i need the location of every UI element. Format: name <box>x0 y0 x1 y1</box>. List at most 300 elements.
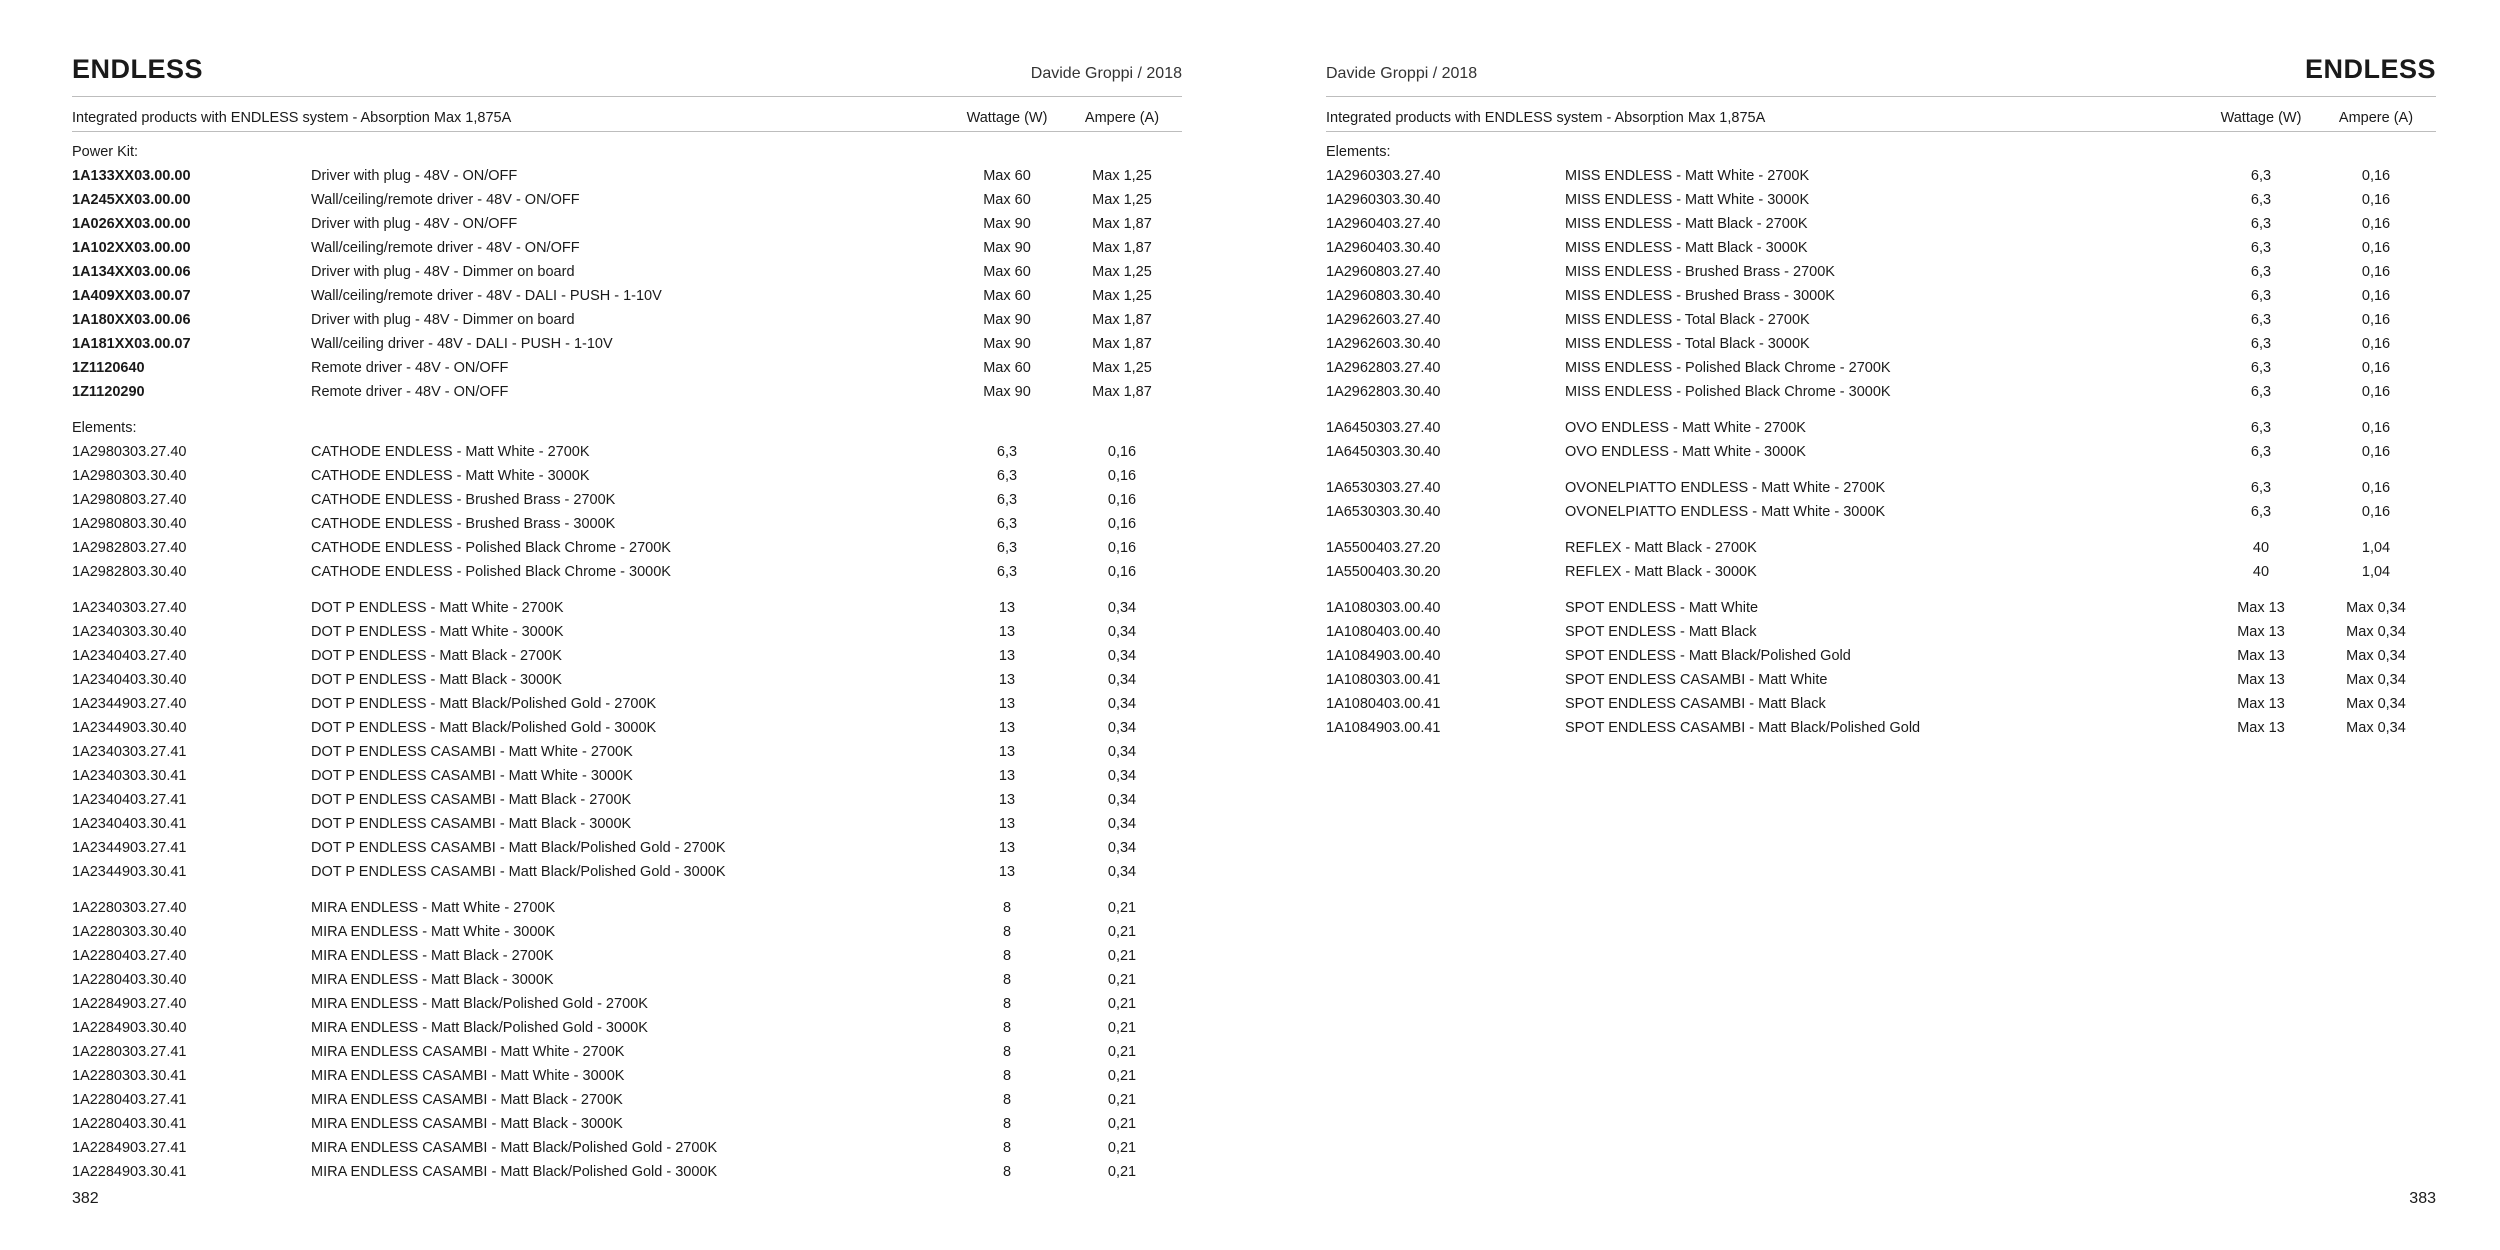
ampere-value: 0,21 <box>1107 1068 1137 1084</box>
page-header <box>1326 54 2436 96</box>
table-row <box>72 764 1182 788</box>
wattage-value: 6,3 <box>996 564 1018 580</box>
ampere-value: 0,21 <box>1107 1164 1137 1180</box>
wattage-value: Max 60 <box>983 360 1031 376</box>
ampere-value: 0,16 <box>2361 264 2391 280</box>
table-row <box>72 896 1182 920</box>
table-row <box>1326 188 2436 212</box>
ampere-value: Max 0,34 <box>2346 696 2406 712</box>
table-row <box>1326 596 2436 620</box>
wattage-value: 8 <box>1002 1020 1012 1036</box>
product-description: MISS ENDLESS - Matt Black - 3000K <box>1565 240 1808 256</box>
ampere-value: Max 1,87 <box>1092 312 1152 328</box>
product-description: DOT P ENDLESS CASAMBI - Matt Black/Polished Gold - 3000K <box>311 864 726 880</box>
product-code: 1A2280303.27.41 <box>72 1044 187 1060</box>
product-code: 1A2340403.30.41 <box>72 816 187 832</box>
table-row <box>1326 692 2436 716</box>
product-description: Wall/ceiling/remote driver - 48V - ON/OFF <box>311 192 580 208</box>
table-row <box>72 920 1182 944</box>
table-row <box>1326 416 2436 440</box>
product-description: REFLEX - Matt Black - 2700K <box>1565 540 1757 556</box>
wattage-value: 6,3 <box>2250 312 2272 328</box>
wattage-value: 8 <box>1002 1092 1012 1108</box>
table-row <box>72 512 1182 536</box>
ampere-value: 0,21 <box>1107 900 1137 916</box>
wattage-value: 6,3 <box>2250 504 2272 520</box>
wattage-value: Max 90 <box>983 312 1031 328</box>
group-gap <box>1326 524 2436 536</box>
table-row <box>1326 500 2436 524</box>
ampere-value: 0,21 <box>1107 1044 1137 1060</box>
ampere-value: 0,16 <box>2361 360 2391 376</box>
product-code: 1A1084903.00.40 <box>1326 648 1441 664</box>
ampere-value: 1,04 <box>2361 540 2391 556</box>
table-row <box>72 356 1182 380</box>
group-gap <box>1326 404 2436 416</box>
wattage-value: 13 <box>998 648 1016 664</box>
product-code: 1A2960803.27.40 <box>1326 264 1441 280</box>
product-description: MIRA ENDLESS CASAMBI - Matt Black - 2700K <box>311 1092 623 1108</box>
table-row <box>72 1160 1182 1184</box>
product-description: SPOT ENDLESS - Matt White <box>1565 600 1759 616</box>
table-row <box>72 620 1182 644</box>
page-number: 383 <box>2409 1190 2436 1207</box>
wattage-value: 8 <box>1002 972 1012 988</box>
wattage-value: 13 <box>998 696 1016 712</box>
wattage-value: 6,3 <box>2250 288 2272 304</box>
wattage-value: 6,3 <box>996 492 1018 508</box>
product-code: 1A2340403.27.40 <box>72 648 187 664</box>
ampere-value: 0,16 <box>1107 492 1137 508</box>
wattage-value: 6,3 <box>2250 360 2272 376</box>
ampere-value: Max 1,87 <box>1092 216 1152 232</box>
wattage-value: 13 <box>998 672 1016 688</box>
product-description: Wall/ceiling/remote driver - 48V - ON/OFF <box>311 240 580 256</box>
product-description: MISS ENDLESS - Brushed Brass - 2700K <box>1565 264 1835 280</box>
product-code: 1A2344903.27.41 <box>72 840 187 856</box>
ampere-value: Max 1,87 <box>1092 240 1152 256</box>
table-row <box>72 644 1182 668</box>
ampere-value: 0,21 <box>1107 924 1137 940</box>
ampere-value: 0,34 <box>1107 720 1137 736</box>
product-code: 1A2280303.27.40 <box>72 900 187 916</box>
product-description: DOT P ENDLESS CASAMBI - Matt White - 3000K <box>311 768 633 784</box>
product-code: 1A1080403.00.41 <box>1326 696 1441 712</box>
ampere-value: 0,21 <box>1107 1140 1137 1156</box>
ampere-value: Max 0,34 <box>2346 720 2406 736</box>
group-gap <box>1326 464 2436 476</box>
ampere-value: Max 0,34 <box>2346 624 2406 640</box>
table-row <box>1326 332 2436 356</box>
product-code: 1A1084903.00.41 <box>1326 720 1441 736</box>
ampere-value: Max 0,34 <box>2346 672 2406 688</box>
ampere-value: 0,16 <box>2361 240 2391 256</box>
table-row <box>1326 440 2436 464</box>
product-description: CATHODE ENDLESS - Matt White - 2700K <box>311 444 590 460</box>
product-column-header: Integrated products with ENDLESS system - Absorption Max 1,875A <box>72 110 512 126</box>
divider <box>72 131 1182 132</box>
product-table <box>72 140 1182 1184</box>
ampere-value: 0,34 <box>1107 624 1137 640</box>
brand-title: ENDLESS <box>2304 54 2436 84</box>
wattage-value: Max 60 <box>983 264 1031 280</box>
ampere-value: Max 0,34 <box>2346 600 2406 616</box>
wattage-value: 13 <box>998 744 1016 760</box>
ampere-value: Max 1,87 <box>1092 384 1152 400</box>
table-row <box>72 440 1182 464</box>
wattage-value: 6,3 <box>2250 216 2272 232</box>
page-header <box>72 54 1182 96</box>
product-description: MIRA ENDLESS CASAMBI - Matt Black/Polished Gold - 2700K <box>311 1140 718 1156</box>
section-gap <box>72 404 1182 416</box>
table-row <box>1326 536 2436 560</box>
wattage-value: 8 <box>1002 1068 1012 1084</box>
wattage-value: Max 13 <box>2237 648 2285 664</box>
ampere-value: 0,21 <box>1107 948 1137 964</box>
table-row <box>1326 668 2436 692</box>
product-description: DOT P ENDLESS - Matt Black - 3000K <box>311 672 562 688</box>
table-row <box>1326 308 2436 332</box>
ampere-value: 0,16 <box>2361 444 2391 460</box>
product-description: CATHODE ENDLESS - Polished Black Chrome - 3000K <box>311 564 671 580</box>
product-code: 1A5500403.27.20 <box>1326 540 1441 556</box>
product-description: DOT P ENDLESS - Matt Black/Polished Gold - 2700K <box>311 696 657 712</box>
table-row <box>1326 620 2436 644</box>
product-code: 1A133XX03.00.00 <box>72 168 191 184</box>
product-code: 1A026XX03.00.00 <box>72 216 191 232</box>
section-title: Elements: <box>72 420 137 436</box>
ampere-value: 0,16 <box>2361 384 2391 400</box>
product-description: DOT P ENDLESS CASAMBI - Matt Black - 2700K <box>311 792 632 808</box>
product-code: 1A2340303.30.40 <box>72 624 187 640</box>
wattage-value: 6,3 <box>2250 336 2272 352</box>
product-description: SPOT ENDLESS CASAMBI - Matt White <box>1565 672 1828 688</box>
group-gap <box>1326 584 2436 596</box>
product-description: OVO ENDLESS - Matt White - 3000K <box>1565 444 1806 460</box>
table-row <box>72 308 1182 332</box>
wattage-value: 8 <box>1002 1140 1012 1156</box>
product-code: 1A245XX03.00.00 <box>72 192 191 208</box>
ampere-value: 0,16 <box>2361 192 2391 208</box>
ampere-value: 0,16 <box>2361 216 2391 232</box>
product-code: 1A2280403.27.40 <box>72 948 187 964</box>
wattage-value: 8 <box>1002 948 1012 964</box>
product-description: MIRA ENDLESS - Matt Black/Polished Gold - 3000K <box>311 1020 648 1036</box>
ampere-value: 0,34 <box>1107 648 1137 664</box>
product-description: DOT P ENDLESS CASAMBI - Matt White - 2700K <box>311 744 633 760</box>
product-code: 1A2340303.30.41 <box>72 768 187 784</box>
product-description: Wall/ceiling/remote driver - 48V - DALI - PUSH - 1-10V <box>311 288 662 304</box>
section-title: Power Kit: <box>72 144 139 160</box>
product-description: OVONELPIATTO ENDLESS - Matt White - 3000K <box>1565 504 1886 520</box>
ampere-value: Max 1,25 <box>1092 288 1152 304</box>
product-description: DOT P ENDLESS - Matt White - 2700K <box>311 600 564 616</box>
wattage-column-header: Wattage (W) <box>2220 110 2302 126</box>
product-description: SPOT ENDLESS - Matt Black/Polished Gold <box>1565 648 1851 664</box>
wattage-value: Max 60 <box>983 288 1031 304</box>
product-code: 1A2960403.27.40 <box>1326 216 1441 232</box>
wattage-value: 13 <box>998 816 1016 832</box>
product-description: MIRA ENDLESS - Matt White - 2700K <box>311 900 556 916</box>
wattage-value: 40 <box>2252 564 2270 580</box>
table-row <box>1326 356 2436 380</box>
product-description: SPOT ENDLESS CASAMBI - Matt Black/Polished Gold <box>1565 720 1921 736</box>
divider <box>1326 96 2436 97</box>
section-title: Elements: <box>1326 144 1391 160</box>
ampere-value: 0,16 <box>2361 336 2391 352</box>
product-description: MISS ENDLESS - Total Black - 3000K <box>1565 336 1810 352</box>
product-code: 1A2284903.27.41 <box>72 1140 187 1156</box>
wattage-value: 40 <box>2252 540 2270 556</box>
ampere-value: Max 1,25 <box>1092 360 1152 376</box>
product-code: 1A2962803.30.40 <box>1326 384 1441 400</box>
product-description: Remote driver - 48V - ON/OFF <box>311 384 509 400</box>
ampere-value: 0,34 <box>1107 768 1137 784</box>
product-code: 1A2280403.27.41 <box>72 1092 187 1108</box>
table-row <box>72 668 1182 692</box>
product-code: 1A2982803.27.40 <box>72 540 187 556</box>
wattage-value: 13 <box>998 864 1016 880</box>
table-row <box>72 164 1182 188</box>
left-page <box>72 0 1182 1250</box>
ampere-value: Max 0,34 <box>2346 648 2406 664</box>
product-code: 1A6450303.27.40 <box>1326 420 1441 436</box>
wattage-value: 13 <box>998 720 1016 736</box>
wattage-value: 8 <box>1002 924 1012 940</box>
product-description: OVO ENDLESS - Matt White - 2700K <box>1565 420 1806 436</box>
wattage-value: 6,3 <box>2250 264 2272 280</box>
product-code: 1A2980303.27.40 <box>72 444 187 460</box>
wattage-value: 6,3 <box>2250 384 2272 400</box>
ampere-value: 0,16 <box>1107 516 1137 532</box>
wattage-value: Max 90 <box>983 384 1031 400</box>
ampere-value: 0,16 <box>2361 168 2391 184</box>
table-row <box>1326 476 2436 500</box>
brand-title: ENDLESS <box>72 54 204 84</box>
product-description: MISS ENDLESS - Matt Black - 2700K <box>1565 216 1808 232</box>
ampere-value: 0,16 <box>1107 540 1137 556</box>
product-description: Driver with plug - 48V - ON/OFF <box>311 216 518 232</box>
product-code: 1A102XX03.00.00 <box>72 240 191 256</box>
table-row <box>1326 164 2436 188</box>
product-description: MIRA ENDLESS - Matt Black - 2700K <box>311 948 554 964</box>
wattage-value: 8 <box>1002 1164 1012 1180</box>
product-code: 1A2982803.30.40 <box>72 564 187 580</box>
product-code: 1A2340303.27.40 <box>72 600 187 616</box>
wattage-value: 6,3 <box>2250 192 2272 208</box>
product-description: MISS ENDLESS - Polished Black Chrome - 2700K <box>1565 360 1891 376</box>
product-description: DOT P ENDLESS - Matt White - 3000K <box>311 624 564 640</box>
table-row <box>72 992 1182 1016</box>
product-column-header: Integrated products with ENDLESS system - Absorption Max 1,875A <box>1326 110 1766 126</box>
product-code: 1A2284903.30.40 <box>72 1020 187 1036</box>
wattage-value: 6,3 <box>2250 168 2272 184</box>
table-row <box>72 488 1182 512</box>
product-code: 1A2280303.30.40 <box>72 924 187 940</box>
product-code: 1A2284903.30.41 <box>72 1164 187 1180</box>
ampere-value: 0,16 <box>2361 480 2391 496</box>
table-row <box>72 332 1182 356</box>
table-row <box>72 560 1182 584</box>
ampere-value: 0,34 <box>1107 744 1137 760</box>
wattage-value: 13 <box>998 600 1016 616</box>
product-description: Driver with plug - 48V - ON/OFF <box>311 168 518 184</box>
table-row <box>1326 380 2436 404</box>
product-description: DOT P ENDLESS CASAMBI - Matt Black - 3000K <box>311 816 632 832</box>
wattage-value: Max 13 <box>2237 600 2285 616</box>
product-code: 1A134XX03.00.06 <box>72 264 191 280</box>
table-row <box>72 1088 1182 1112</box>
table-row <box>72 1040 1182 1064</box>
ampere-value: Max 1,25 <box>1092 264 1152 280</box>
product-description: REFLEX - Matt Black - 3000K <box>1565 564 1757 580</box>
table-row <box>72 380 1182 404</box>
ampere-value: 0,16 <box>2361 420 2391 436</box>
product-description: SPOT ENDLESS CASAMBI - Matt Black <box>1565 696 1826 712</box>
wattage-column-header: Wattage (W) <box>966 110 1048 126</box>
ampere-column-header: Ampere (A) <box>2338 110 2414 126</box>
wattage-value: 8 <box>1002 1116 1012 1132</box>
product-code: 1A2980803.30.40 <box>72 516 187 532</box>
table-row <box>72 836 1182 860</box>
wattage-value: 6,3 <box>2250 480 2272 496</box>
product-description: MIRA ENDLESS CASAMBI - Matt White - 3000K <box>311 1068 625 1084</box>
table-row <box>72 212 1182 236</box>
ampere-value: 0,34 <box>1107 792 1137 808</box>
ampere-value: 0,34 <box>1107 864 1137 880</box>
table-row <box>72 1112 1182 1136</box>
table-row <box>72 692 1182 716</box>
product-code: 1Z1120290 <box>72 384 145 400</box>
ampere-value: 0,21 <box>1107 972 1137 988</box>
product-code: 1A2340303.27.41 <box>72 744 187 760</box>
wattage-value: Max 90 <box>983 336 1031 352</box>
wattage-value: 13 <box>998 840 1016 856</box>
table-row <box>72 968 1182 992</box>
divider <box>72 96 1182 97</box>
table-row <box>1326 644 2436 668</box>
table-row <box>1326 284 2436 308</box>
table-row <box>72 1064 1182 1088</box>
product-code: 1A2340403.27.41 <box>72 792 187 808</box>
product-description: Driver with plug - 48V - Dimmer on board <box>311 312 575 328</box>
product-code: 1A2980803.27.40 <box>72 492 187 508</box>
table-row <box>72 536 1182 560</box>
product-description: MISS ENDLESS - Matt White - 3000K <box>1565 192 1810 208</box>
ampere-value: 0,16 <box>1107 444 1137 460</box>
wattage-value: 6,3 <box>996 540 1018 556</box>
group-gap <box>72 884 1182 896</box>
product-code: 1A6530303.27.40 <box>1326 480 1441 496</box>
product-code: 1A409XX03.00.07 <box>72 288 191 304</box>
product-code: 1A2280303.30.41 <box>72 1068 187 1084</box>
wattage-value: 6,3 <box>996 516 1018 532</box>
product-code: 1A181XX03.00.07 <box>72 336 191 352</box>
wattage-value: 13 <box>998 624 1016 640</box>
ampere-column-header: Ampere (A) <box>1084 110 1160 126</box>
wattage-value: 8 <box>1002 996 1012 1012</box>
product-description: MIRA ENDLESS CASAMBI - Matt Black/Polished Gold - 3000K <box>311 1164 718 1180</box>
product-code: 1A2960303.27.40 <box>1326 168 1441 184</box>
product-description: MIRA ENDLESS - Matt Black - 3000K <box>311 972 554 988</box>
ampere-value: 0,21 <box>1107 1020 1137 1036</box>
product-code: 1A2962603.27.40 <box>1326 312 1441 328</box>
ampere-value: 0,21 <box>1107 996 1137 1012</box>
product-code: 1A2960403.30.40 <box>1326 240 1441 256</box>
product-description: DOT P ENDLESS - Matt Black - 2700K <box>311 648 562 664</box>
product-description: OVONELPIATTO ENDLESS - Matt White - 2700K <box>1565 480 1886 496</box>
ampere-value: 0,21 <box>1107 1092 1137 1108</box>
ampere-value: Max 1,87 <box>1092 336 1152 352</box>
table-row <box>72 740 1182 764</box>
wattage-value: Max 60 <box>983 168 1031 184</box>
wattage-value: 6,3 <box>2250 420 2272 436</box>
right-page <box>1326 0 2436 1250</box>
ampere-value: 0,16 <box>2361 312 2391 328</box>
ampere-value: 0,34 <box>1107 840 1137 856</box>
wattage-value: Max 90 <box>983 240 1031 256</box>
wattage-value: Max 13 <box>2237 720 2285 736</box>
wattage-value: 6,3 <box>2250 444 2272 460</box>
author-year: Davide Groppi / 2018 <box>1326 65 1478 82</box>
wattage-value: Max 13 <box>2237 672 2285 688</box>
product-code: 1A5500403.30.20 <box>1326 564 1441 580</box>
ampere-value: 0,21 <box>1107 1116 1137 1132</box>
product-description: MIRA ENDLESS - Matt Black/Polished Gold - 2700K <box>311 996 648 1012</box>
product-code: 1A2280403.30.41 <box>72 1116 187 1132</box>
product-description: DOT P ENDLESS CASAMBI - Matt Black/Polished Gold - 2700K <box>311 840 726 856</box>
product-description: SPOT ENDLESS - Matt Black <box>1565 624 1757 640</box>
ampere-value: 0,34 <box>1107 696 1137 712</box>
column-header <box>1326 110 2436 130</box>
table-row <box>72 860 1182 884</box>
table-row <box>1326 236 2436 260</box>
product-description: MISS ENDLESS - Polished Black Chrome - 3000K <box>1565 384 1891 400</box>
product-description: MIRA ENDLESS - Matt White - 3000K <box>311 924 556 940</box>
product-code: 1A2284903.27.40 <box>72 996 187 1012</box>
product-description: DOT P ENDLESS - Matt Black/Polished Gold - 3000K <box>311 720 657 736</box>
product-code: 1A2962803.27.40 <box>1326 360 1441 376</box>
wattage-value: 8 <box>1002 900 1012 916</box>
wattage-value: Max 13 <box>2237 696 2285 712</box>
table-row <box>72 188 1182 212</box>
table-row <box>1326 716 2436 740</box>
product-code: 1A2962603.30.40 <box>1326 336 1441 352</box>
ampere-value: Max 1,25 <box>1092 192 1152 208</box>
ampere-value: 0,16 <box>2361 504 2391 520</box>
product-code: 1A6450303.30.40 <box>1326 444 1441 460</box>
product-code: 1A2980303.30.40 <box>72 468 187 484</box>
product-description: MISS ENDLESS - Total Black - 2700K <box>1565 312 1810 328</box>
ampere-value: 0,34 <box>1107 816 1137 832</box>
table-row <box>1326 560 2436 584</box>
product-description: CATHODE ENDLESS - Brushed Brass - 2700K <box>311 492 616 508</box>
ampere-value: 0,16 <box>2361 288 2391 304</box>
table-row <box>72 260 1182 284</box>
product-description: CATHODE ENDLESS - Polished Black Chrome - 2700K <box>311 540 671 556</box>
table-row <box>72 812 1182 836</box>
product-description: Remote driver - 48V - ON/OFF <box>311 360 509 376</box>
product-code: 1A2344903.30.40 <box>72 720 187 736</box>
product-code: 1A2960303.30.40 <box>1326 192 1441 208</box>
table-row <box>72 464 1182 488</box>
ampere-value: 0,16 <box>1107 564 1137 580</box>
product-code: 1A2960803.30.40 <box>1326 288 1441 304</box>
product-code: 1A1080303.00.41 <box>1326 672 1441 688</box>
wattage-value: 13 <box>998 792 1016 808</box>
column-header <box>72 110 1182 130</box>
table-row <box>1326 212 2436 236</box>
